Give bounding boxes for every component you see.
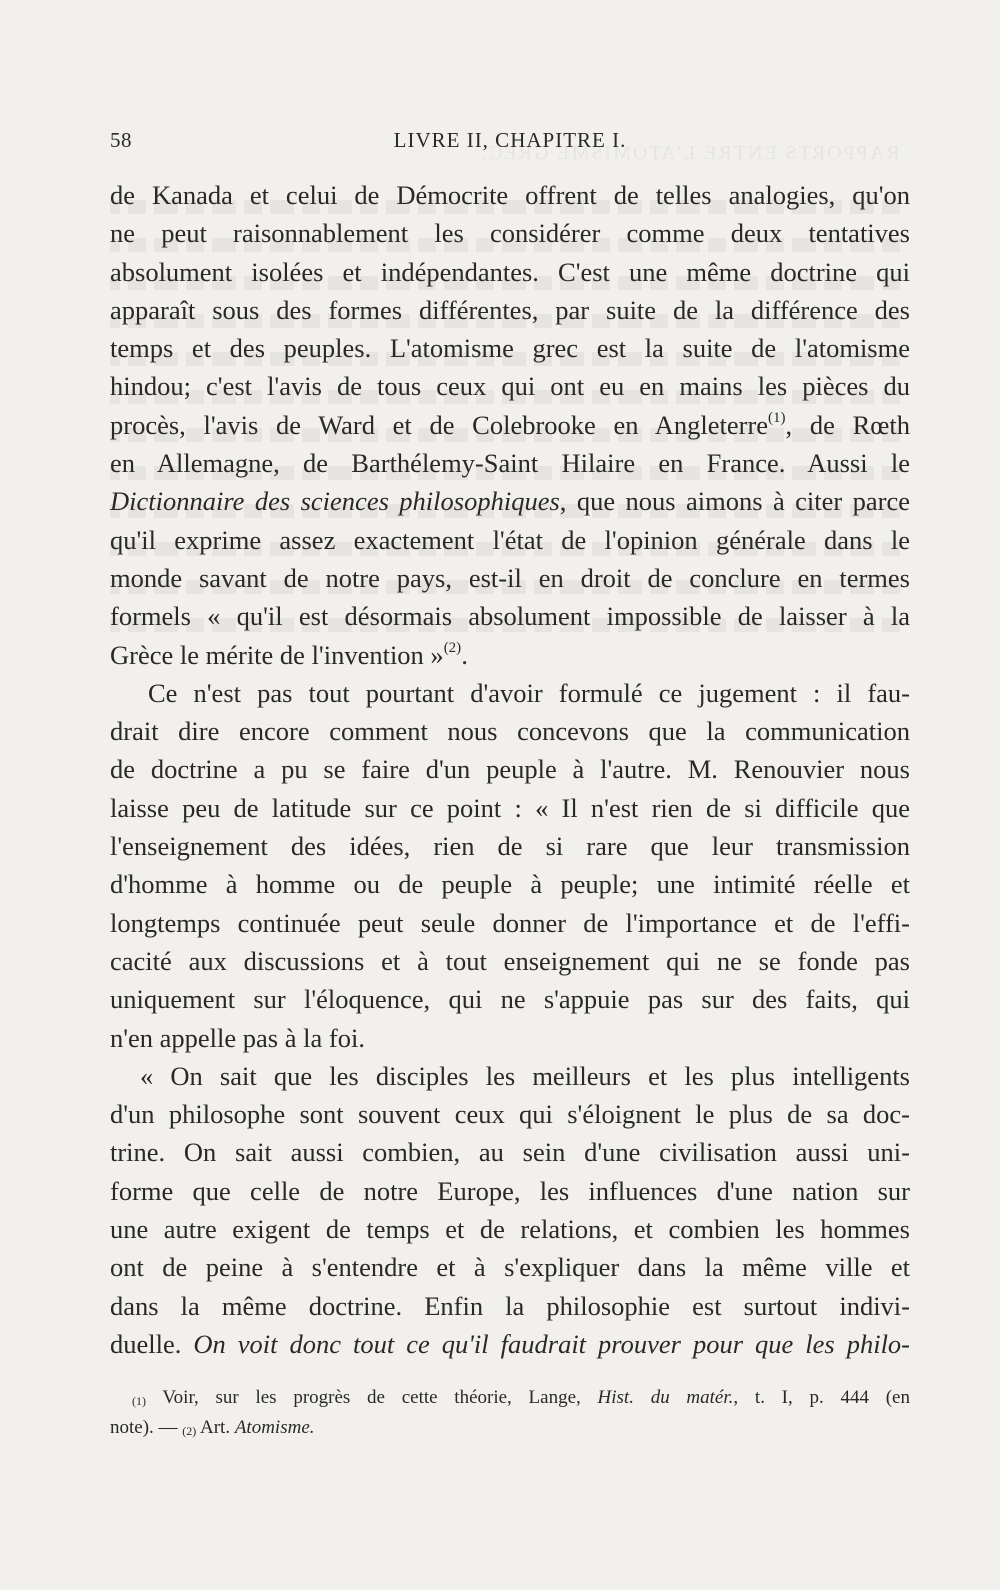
text-line — [110, 636, 910, 674]
text-line: en Allemagne, de Barthélemy-Saint Hilaire en France. Aussi le — [110, 448, 910, 479]
page-number: 58 — [110, 128, 132, 152]
footnote-text: , t. I, p. 444 (en — [733, 1387, 910, 1408]
text-line: de Kanada et celui de Démocrite offrent de telles analogies, qu'on — [110, 180, 910, 210]
footnotes — [110, 1383, 910, 1443]
text-segment: procès, l'avis de Ward et de Colebrooke en Angleterre — [110, 409, 769, 440]
text-line: uniquement sur l'éloquence, qui ne s'appuie pas sur des faits, qui — [110, 984, 910, 1015]
text-line: qu'il exprime assez exactement l'état de l'opinion générale dans le — [110, 524, 910, 555]
show-through-running-head: RAPPORTS ENTRE L'ATOMISME GREC. — [480, 142, 900, 164]
italic-title: Dictionnaire des sciences philosophiques — [110, 486, 560, 517]
text-line: dans la même doctrine. Enfin la philosophie est surtout indivi- — [110, 1290, 910, 1321]
text-line: d'un philosophe sont souvent ceux qui s'éloignent le plus de sa doc- — [110, 1099, 910, 1130]
text-line: forme que celle de notre Europe, les influences d'une nation sur — [110, 1175, 910, 1206]
text-line: de doctrine a pu se faire d'un peuple à l'autre. M. Renouvier nous — [110, 754, 910, 785]
body-text — [110, 176, 910, 1363]
text-line: d'homme à homme ou de peuple à peuple; une intimité réelle et — [110, 869, 910, 900]
text-line: cacité aux discussions et à tout enseignement qui ne se fonde pas — [110, 945, 910, 976]
italic-text: On voit donc tout ce qu'il faudrait prouver pour que les philo- — [193, 1328, 911, 1359]
text-line: absolument isolées et indépendantes. C'est une même doctrine qui — [110, 256, 910, 287]
text-segment: , de Rœth — [785, 409, 910, 440]
text-line — [110, 406, 910, 444]
text-segment: , que nous aimons à citer parce — [559, 486, 911, 517]
text-line: n'en appelle pas à la foi. — [110, 1022, 365, 1053]
text-line: trine. On sait aussi combien, au sein d'une civilisation aussi uni- — [110, 1137, 910, 1168]
text-line: monde savant de notre pays, est-il en droit de conclure en termes — [110, 562, 910, 593]
footnote-italic: Atomisme. — [234, 1417, 315, 1438]
footnote-text: Voir, sur les progrès de cette théorie, Lange, — [146, 1387, 598, 1408]
paragraph-first-line: Ce n'est pas tout pourtant d'avoir formulé ce jugement : il fau- — [148, 677, 910, 708]
text-line: laisse peu de latitude sur ce point : « Il n'est rien de si difficile que — [110, 792, 910, 823]
text-line: formels « qu'il est désormais absolument impossible de laisser à la — [110, 601, 910, 632]
text-line: longtemps continuée peut seule donner de l'importance et de l'effi- — [110, 907, 910, 938]
footnote-text: Art. — [196, 1417, 235, 1438]
text-segment: . — [461, 639, 468, 670]
text-line: ne peut raisonnablement les considérer comme deux tentatives — [110, 218, 910, 249]
paragraph-first-line: « On sait que les disciples les meilleurs et les plus intelligents — [140, 1060, 910, 1091]
footnote-text: note). — — [110, 1417, 183, 1438]
text-segment: Grèce le mérite de l'invention » — [110, 639, 444, 670]
text-line — [110, 482, 910, 520]
text-line — [110, 1325, 910, 1363]
text-line: temps et des peuples. L'atomisme grec est la suite de l'atomisme — [110, 333, 910, 364]
text-line: l'enseignement des idées, rien de si rare que leur transmission — [110, 831, 910, 862]
text-line: drait dire encore comment nous concevons que la communication — [110, 716, 910, 747]
text-line: ont de peine à s'entendre et à s'expliquer dans la même ville et — [110, 1252, 910, 1283]
text-line: hindou; c'est l'avis de tous ceux qui ont eu en mains les pièces du — [110, 371, 910, 402]
text-line: apparaît sous des formes différentes, par suite de la différence des — [110, 294, 910, 325]
footnote-reference[interactable]: (2) — [443, 639, 462, 656]
footnote-italic: Hist. du matér. — [597, 1387, 734, 1408]
footnote-marker: (1) — [132, 1394, 146, 1408]
footnote-line — [110, 1413, 910, 1443]
text-segment: duelle. — [110, 1328, 194, 1359]
running-head: LIVRE II, CHAPITRE I. — [393, 128, 627, 152]
page-header — [110, 128, 910, 158]
text-line: une autre exigent de temps et de relations, et combien les hommes — [110, 1214, 910, 1245]
footnote-reference[interactable]: (1) — [768, 409, 786, 426]
footnote-marker: (2) — [182, 1424, 197, 1438]
footnote-line — [110, 1383, 910, 1413]
